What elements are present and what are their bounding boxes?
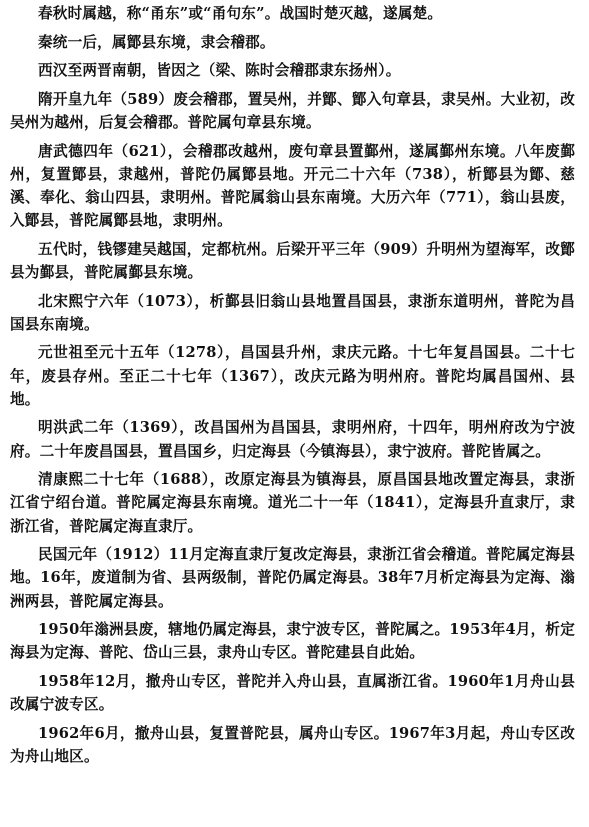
paragraph-1962: 1962年6月，撤舟山县，复置普陀县，属舟山专区。1967年3月起，舟山专区改为舟山地区。 xyxy=(10,724,575,765)
paragraph-1958: 1958年12月，撤舟山专区，普陀并入舟山县，直属浙江省。1960年1月舟山县改属宁波专区。 xyxy=(10,672,575,714)
paragraph-northern-song: 北宋熙宁六年（1073），析鄞县旧翁山县地置昌国县，隶浙东道明州，普陀为昌国县东南境。 xyxy=(10,292,575,333)
paragraph-sui: 隋开皇九年（589）废会稽郡，置吴州，并鄮、鄮入句章县，隶吴州。大业初，改吴州为越州，后复会稽郡。普陀属句章县东境。 xyxy=(10,90,575,131)
paragraph-qin: 秦统一后，属鄮县东境，隶会稽郡。 xyxy=(38,33,275,51)
paragraph-five-dynasties: 五代时，钱镠建吴越国，定都杭州。后梁开平三年（909）升明州为望海军，改鄮县为鄞县，普陀属鄞县东境。 xyxy=(10,240,575,281)
paragraph-yuan: 元世祖至元十五年（1278），昌国县升州，隶庆元路。十七年复昌国县。二十七年，废县存州。至正二十七年（1367），改庆元路为明州府。普陀均属昌国州、县地。 xyxy=(10,344,575,408)
paragraph-republic: 民国元年（1912）11月定海直隶厅复改定海县，隶浙江省会稽道。普陀属定海县地。16年，废道制为省、县两级制，普陀仍属定海县。38年7月析定海县为定海、滃洲两县，普陀属定海县。 xyxy=(10,546,575,610)
paragraph-qing: 清康熙二十七年（1688），改原定海县为镇海县，原昌国县地改置定海县，隶浙江省宁绍台道。普陀属定海县东南境。道光二十一年（1841），定海县升直隶厅，隶浙江省，普陀属定海直隶厅。 xyxy=(10,471,575,535)
paragraph-spring-autumn: 春秋时属越，称“甬东”或“甬句东”。战国时楚灭越，遂属楚。 xyxy=(38,5,443,22)
paragraph-1950: 1950年滃洲县废，辖地仍属定海县，隶宁波专区，普陀属之。1953年4月，析定海县为定海、普陀、岱山三县，隶舟山专区。普陀建县自此始。 xyxy=(10,621,576,662)
paragraph-tang: 唐武德四年（621），会稽郡改越州，废句章县置鄞州，遂属鄞州东境。八年废鄞州，复置鄮县，隶越州，普陀仍属鄮县地。开元二十六年（738），析鄮县为鄮、慈溪、奉化、翁山四县，隶明州。普陀属翁山县东南境。大历六年（771），翁山县废，入鄮县，普陀属鄮县地，隶明州。 xyxy=(10,142,575,230)
paragraph-western-han: 西汉至两晋南朝，皆因之（梁、陈时会稽郡隶东扬州）。 xyxy=(38,62,401,80)
paragraph-ming: 明洪武二年（1369），改昌国州为昌国县，隶明州府，十四年，明州府改为宁波府。二十年废昌国县，置昌国乡，归定海县（今镇海县），隶宁波府。普陀皆属之。 xyxy=(10,419,575,460)
